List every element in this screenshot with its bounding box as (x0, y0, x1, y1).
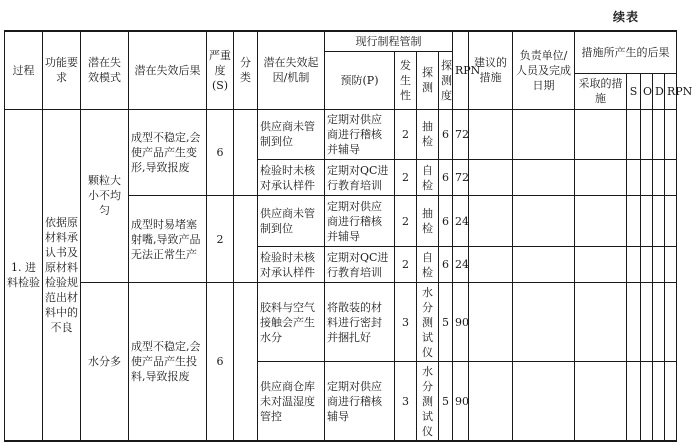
detection-method-cell: 水分测试仪 (417, 283, 439, 362)
class-cell (234, 283, 258, 441)
o-cell (641, 109, 653, 160)
rpn-result-cell (665, 246, 677, 282)
s-cell (627, 246, 641, 282)
recommended-action-cell (469, 246, 513, 282)
rpn-result-cell (665, 109, 677, 160)
s-cell (627, 160, 641, 196)
action-taken-cell (575, 246, 627, 282)
header-occurrence: 发生性 (395, 51, 417, 109)
header-action-results: 措施所产生的后果 (575, 31, 677, 73)
cause-cell: 供应商未管制到位 (258, 109, 325, 160)
d-cell (653, 109, 665, 160)
prevention-cell: 定期对供应商进行稽核并辅导 (325, 109, 395, 160)
d-cell (653, 246, 665, 282)
rpn-cell: 90 (453, 283, 469, 362)
prevention-cell: 定期对QC进行教育培训 (325, 246, 395, 282)
function-cell: 依据原材料承认书及原材料检验规范出材料中的不良 (43, 109, 81, 441)
failure-mode-cell: 水分多 (81, 283, 129, 441)
o-cell (641, 246, 653, 282)
header-actions-taken: 采取的措施 (575, 73, 627, 109)
action-taken-cell (575, 283, 627, 362)
action-taken-cell (575, 196, 627, 247)
header-responsibility: 负责单位/人员及完成日期 (513, 31, 575, 109)
s-cell (627, 196, 641, 247)
rpn-cell: 72 (453, 109, 469, 160)
rpn-cell: 24 (453, 246, 469, 282)
rpn-cell: 24 (453, 196, 469, 247)
detection-cell: 6 (439, 246, 453, 282)
process-step-cell: 1. 进料检验 (5, 109, 43, 441)
occurrence-cell: 2 (395, 160, 417, 196)
header-effect: 潜在失效后果 (129, 31, 207, 109)
rpn-cell: 72 (453, 160, 469, 196)
o-cell (641, 283, 653, 362)
prevention-cell: 定期对QC进行教育培训 (325, 160, 395, 196)
o-cell (641, 196, 653, 247)
d-cell (653, 160, 665, 196)
severity-cell: 2 (207, 196, 234, 283)
detection-cell: 6 (439, 196, 453, 247)
header-detection-method: 探测 (417, 51, 439, 109)
detection-cell: 5 (439, 362, 453, 441)
detection-method-cell: 水分测试仪 (417, 362, 439, 441)
cause-cell: 胶料与空气接触会产生水分 (258, 283, 325, 362)
failure-mode-cell: 颗粒大小不均匀 (81, 109, 129, 283)
header-prevention: 预防(P) (325, 51, 395, 109)
recommended-action-cell (469, 160, 513, 196)
header-rpn-result: RPN (665, 73, 677, 109)
responsibility-cell (513, 109, 575, 160)
responsibility-cell (513, 160, 575, 196)
responsibility-cell (513, 362, 575, 441)
d-cell (653, 196, 665, 247)
effect-cell: 成型不稳定,会使产品产生变形,导致报废 (129, 109, 207, 196)
header-detection: 探测度 (439, 51, 453, 109)
o-cell (641, 160, 653, 196)
header-s: S (627, 73, 641, 109)
o-cell (641, 362, 653, 441)
occurrence-cell: 2 (395, 196, 417, 247)
detection-method-cell: 自检 (417, 246, 439, 282)
recommended-action-cell (469, 109, 513, 160)
fmea-table (4, 30, 692, 442)
s-cell (627, 362, 641, 441)
action-taken-cell (575, 160, 627, 196)
action-taken-cell (575, 362, 627, 441)
responsibility-cell (513, 196, 575, 247)
prevention-cell: 定期对供应商进行稽核辅导 (325, 362, 395, 441)
header-function: 功能要求 (43, 31, 81, 109)
recommended-action-cell (469, 196, 513, 247)
rpn-cell: 90 (453, 362, 469, 441)
class-cell (234, 109, 258, 196)
action-taken-cell (575, 109, 627, 160)
detection-method-cell: 抽检 (417, 196, 439, 247)
occurrence-cell: 3 (395, 362, 417, 441)
cause-cell: 供应商未管制到位 (258, 196, 325, 247)
s-cell (627, 283, 641, 362)
header-process: 过程 (5, 31, 43, 109)
detection-cell: 6 (439, 109, 453, 160)
header-rpn: RPN (453, 31, 469, 109)
header-class: 分类 (234, 31, 258, 109)
prevention-cell: 将散装的材料进行密封并捆扎好 (325, 283, 395, 362)
recommended-action-cell (469, 362, 513, 441)
cause-cell: 供应商仓库未对温湿度管控 (258, 362, 325, 441)
header-d: D (653, 73, 665, 109)
rpn-result-cell (665, 362, 677, 441)
d-cell (653, 283, 665, 362)
cause-cell: 检验时未核对承认样件 (258, 160, 325, 196)
header-failure-mode: 潜在失效模式 (81, 31, 129, 109)
rpn-result-cell (665, 160, 677, 196)
occurrence-cell: 3 (395, 283, 417, 362)
severity-cell: 6 (207, 109, 234, 196)
s-cell (627, 109, 641, 160)
detection-method-cell: 抽检 (417, 109, 439, 160)
responsibility-cell (513, 246, 575, 282)
detection-cell: 6 (439, 160, 453, 196)
header-severity: 严重度(S) (207, 31, 234, 109)
recommended-action-cell (469, 283, 513, 362)
prevention-cell: 定期对供应商进行稽核并辅导 (325, 196, 395, 247)
severity-cell: 6 (207, 283, 234, 441)
header-cause: 潜在失效起因/机制 (258, 31, 325, 109)
rpn-result-cell (665, 196, 677, 247)
occurrence-cell: 2 (395, 109, 417, 160)
rpn-result-cell (665, 283, 677, 362)
d-cell (653, 362, 665, 441)
table-caption: 续表 (612, 10, 639, 24)
responsibility-cell (513, 283, 575, 362)
detection-cell: 5 (439, 283, 453, 362)
class-cell (234, 196, 258, 283)
cause-cell: 检验时未核对承认样件 (258, 246, 325, 282)
effect-cell: 成型时易堵塞射嘴,导致产品无法正常生产 (129, 196, 207, 283)
effect-cell: 成型不稳定,会使产品产生投料,导致报废 (129, 283, 207, 441)
occurrence-cell: 2 (395, 246, 417, 282)
header-current-controls: 现行制程管制 (325, 31, 453, 51)
header-recommended-actions: 建议的措施 (469, 31, 513, 109)
detection-method-cell: 自检 (417, 160, 439, 196)
header-o: O (641, 73, 653, 109)
